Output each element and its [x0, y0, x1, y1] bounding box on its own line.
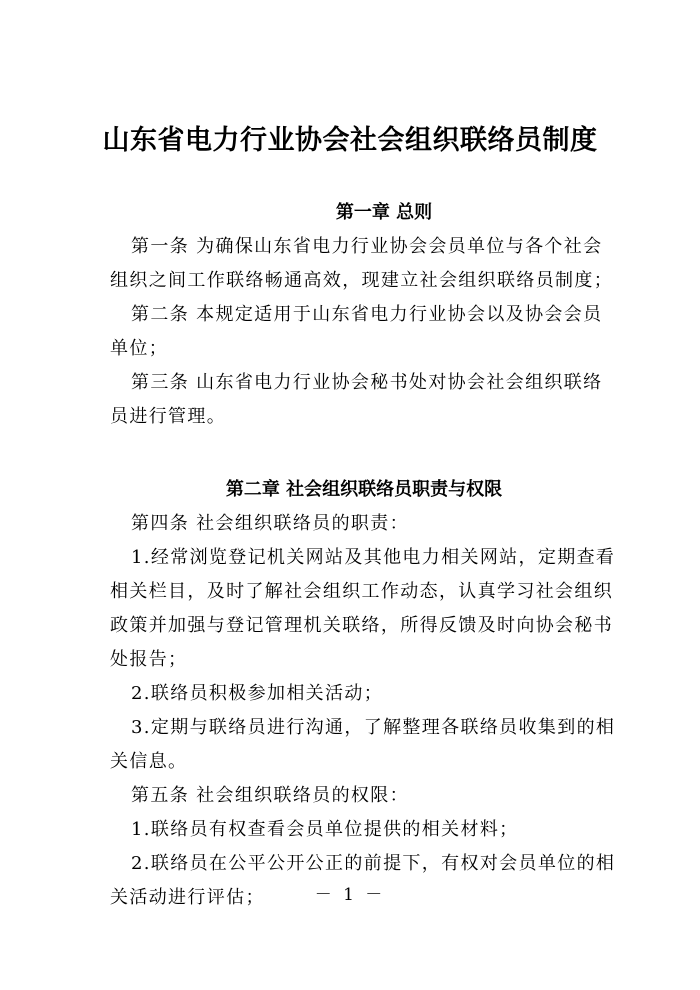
page-number: － 1 － — [314, 885, 386, 905]
article-5: 第五条 社会组织联络员的权限： — [131, 785, 409, 806]
duty-item-2: 2.联络员积极参加相关活动； — [131, 683, 384, 704]
article-3: 第三条 山东省电力行业协会秘书处对协会社会组织联络员进行管理。 — [110, 372, 603, 427]
authority-item-1: 1.联络员有权查看会员单位提供的相关材料； — [131, 819, 519, 840]
authority-item-2: 2.联络员在公平公开公正的前提下，有权对会员单位的相关活动进行评估； — [110, 853, 616, 908]
article-4: 第四条 社会组织联络员的职责： — [131, 513, 409, 534]
document-body — [110, 196, 618, 915]
duty-item-1: 1.经常浏览登记机关网站及其他电力相关网站，定期查看相关栏目，及时了解社会组织工作动态，认真学习社会组织政策并加强与登记管理机关联络，所得反馈及时向协会秘书处报告； — [110, 547, 616, 670]
chapter-1-heading: 第一章 总则 — [335, 202, 433, 223]
document-title: 山东省电力行业协会社会组织联络员制度 — [102, 125, 598, 156]
article-1: 第一条 为确保山东省电力行业协会会员单位与各个社会组织之间工作联络畅通高效，现建立社会组织联络员制度； — [110, 236, 614, 291]
chapter-2-heading: 第二章 社会组织联络员职责与权限 — [225, 479, 503, 500]
article-2: 第二条 本规定适用于山东省电力行业协会以及协会会员单位； — [110, 304, 603, 359]
duty-item-3: 3.定期与联络员进行沟通，了解整理各联络员收集到的相关信息。 — [110, 717, 616, 772]
